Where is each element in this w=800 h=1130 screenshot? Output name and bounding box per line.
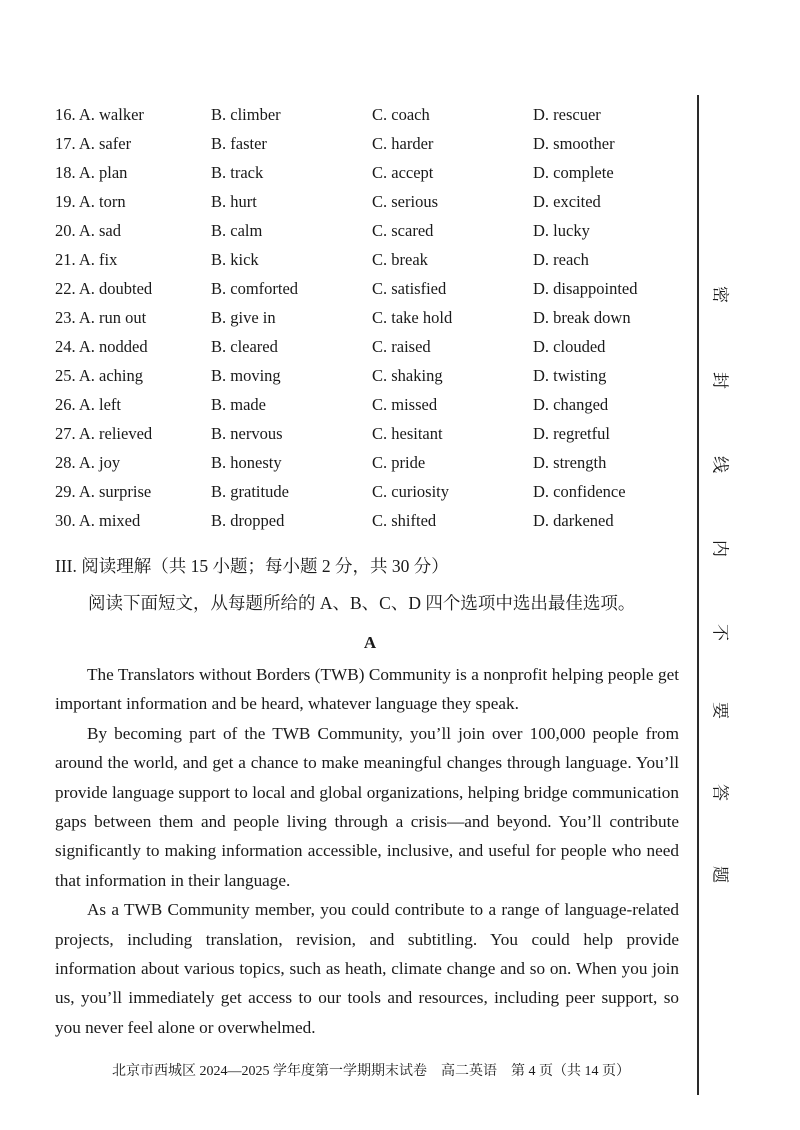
option-row — [55, 510, 675, 539]
option-row — [55, 104, 675, 133]
choice-b: B. track — [211, 163, 264, 182]
seal-char: 线 — [710, 456, 730, 473]
option-row — [55, 162, 675, 191]
choice-a: A. left — [78, 395, 121, 414]
choice-c: C. harder — [372, 134, 434, 153]
choice-b: B. cleared — [211, 337, 278, 356]
paragraph: The Translators without Borders (TWB) Community is a nonprofit helping people get important information and be heard, whatever language they speak. — [55, 665, 679, 714]
question-number: 18. A. plan — [55, 163, 128, 182]
option-row — [55, 336, 675, 365]
choice-c: C. satisfied — [372, 279, 447, 298]
choice-d: D. break down — [533, 308, 631, 327]
question-number: 23. A. run out — [55, 308, 147, 327]
choice-d: D. smoother — [533, 134, 615, 153]
option-row — [55, 307, 675, 336]
choice-d: D. excited — [533, 192, 601, 211]
seal-char: 内 — [710, 540, 730, 557]
choice-c: C. accept — [372, 163, 434, 182]
choice-a: A. mixed — [78, 511, 141, 530]
binding-line — [697, 95, 699, 1095]
choice-b: B. faster — [211, 134, 267, 153]
choice-d: D. darkened — [533, 511, 614, 530]
choice-c: C. coach — [372, 105, 430, 124]
question-number: 21. A. fix — [55, 250, 118, 269]
choice-d: D. regretful — [533, 424, 610, 443]
choice-a: A. safer — [78, 134, 132, 153]
question-number: 26. A. left — [55, 395, 121, 414]
paragraph: By becoming part of the TWB Community, you’ll join over 100,000 people from around the world, and get a chance to make meaningful changes through language. You’ll provide language support to local and global organizations, helping bridge communication gaps between them and people living through a crisis—and beyond. You’ll contribute significantly to making information accessible, inclusive, and useful for people who need that information in their language. — [55, 723, 679, 890]
question-number: 28. A. joy — [55, 453, 121, 472]
choice-d: D. rescuer — [533, 105, 601, 124]
choice-d: D. changed — [533, 395, 609, 414]
choice-d: D. clouded — [533, 337, 606, 356]
question-number: 25. A. aching — [55, 366, 143, 385]
choice-c: C. curiosity — [372, 482, 449, 501]
choice-b: B. hurt — [211, 192, 257, 211]
seal-line-notice — [704, 282, 740, 902]
option-row — [55, 191, 675, 220]
choice-d: D. twisting — [533, 366, 607, 385]
choice-a: A. torn — [78, 192, 126, 211]
seal-char: 不 — [710, 624, 730, 641]
choice-c: C. shifted — [372, 511, 437, 530]
question-number: 19. A. torn — [55, 192, 126, 211]
seal-char: 封 — [710, 372, 730, 389]
passage-label: A — [363, 633, 377, 652]
choice-d: D. strength — [533, 453, 607, 472]
choice-a: A. nodded — [78, 337, 148, 356]
choice-d: D. lucky — [533, 221, 590, 240]
option-row — [55, 423, 675, 452]
choice-a: A. relieved — [78, 424, 153, 443]
seal-char: 题 — [710, 866, 730, 883]
choice-b: B. nervous — [211, 424, 283, 443]
paragraph: As a TWB Community member, you could contribute to a range of language-related projects, including translation, revision, and subtitling. You could help provide information about various topics, such as heath, climate change and so on. When you join us, you’ll immediately get access to our tools and resources, including peer support, so you never feel alone or overwhelmed. — [55, 900, 679, 1037]
section-heading: III. 阅读理解（共 15 小题；每小题 2 分，共 30 分） — [55, 556, 449, 576]
choice-a: A. aching — [78, 366, 143, 385]
choice-a: A. sad — [78, 221, 122, 240]
choice-b: B. give in — [211, 308, 276, 327]
seal-char: 密 — [710, 286, 730, 303]
choice-b: B. honesty — [211, 453, 282, 472]
choice-a: A. run out — [78, 308, 147, 327]
option-row — [55, 481, 675, 510]
option-row — [55, 220, 675, 249]
question-number: 29. A. surprise — [55, 482, 152, 501]
question-number: 30. A. mixed — [55, 511, 141, 530]
choice-c: C. break — [372, 250, 428, 269]
question-number: 17. A. safer — [55, 134, 132, 153]
question-number: 22. A. doubted — [55, 279, 153, 298]
choice-d: D. confidence — [533, 482, 626, 501]
choice-b: B. made — [211, 395, 266, 414]
choice-a: A. doubted — [78, 279, 153, 298]
choice-d: D. reach — [533, 250, 589, 269]
seal-char: 要 — [710, 702, 730, 719]
choice-a: A. joy — [78, 453, 121, 472]
choice-c: C. scared — [372, 221, 434, 240]
option-row — [55, 249, 675, 278]
choice-a: A. walker — [78, 105, 144, 124]
choice-c: C. hesitant — [372, 424, 443, 443]
option-row — [55, 394, 675, 423]
section-instruction: 阅读下面短文，从每题所给的 A、B、C、D 四个选项中选出最佳选项。 — [88, 593, 636, 613]
option-row — [55, 133, 675, 162]
question-number: 24. A. nodded — [55, 337, 148, 356]
choice-c: C. take hold — [372, 308, 453, 327]
option-row — [55, 278, 675, 307]
choice-b: B. gratitude — [211, 482, 289, 501]
choice-a: A. fix — [78, 250, 118, 269]
choice-d: D. complete — [533, 163, 614, 182]
choice-b: B. climber — [211, 105, 281, 124]
choice-c: C. raised — [372, 337, 431, 356]
option-row — [55, 365, 675, 394]
choice-c: C. shaking — [372, 366, 443, 385]
choice-c: C. serious — [372, 192, 438, 211]
choice-c: C. pride — [372, 453, 426, 472]
choice-a: A. plan — [78, 163, 128, 182]
seal-char: 答 — [710, 784, 730, 801]
cloze-options — [55, 104, 675, 539]
question-number: 20. A. sad — [55, 221, 122, 240]
option-row — [55, 452, 675, 481]
question-number: 16. A. walker — [55, 105, 144, 124]
choice-b: B. dropped — [211, 511, 285, 530]
choice-b: B. kick — [211, 250, 259, 269]
choice-a: A. surprise — [78, 482, 152, 501]
choice-b: B. calm — [211, 221, 263, 240]
choice-d: D. disappointed — [533, 279, 638, 298]
question-number: 27. A. relieved — [55, 424, 153, 443]
passage-text — [55, 660, 679, 1042]
choice-b: B. moving — [211, 366, 281, 385]
choice-c: C. missed — [372, 395, 438, 414]
choice-b: B. comforted — [211, 279, 299, 298]
page-footer: 北京市西城区 2024—2025 学年度第一学期期末试卷 高二英语 第 4 页（共 14 页） — [112, 1064, 630, 1079]
